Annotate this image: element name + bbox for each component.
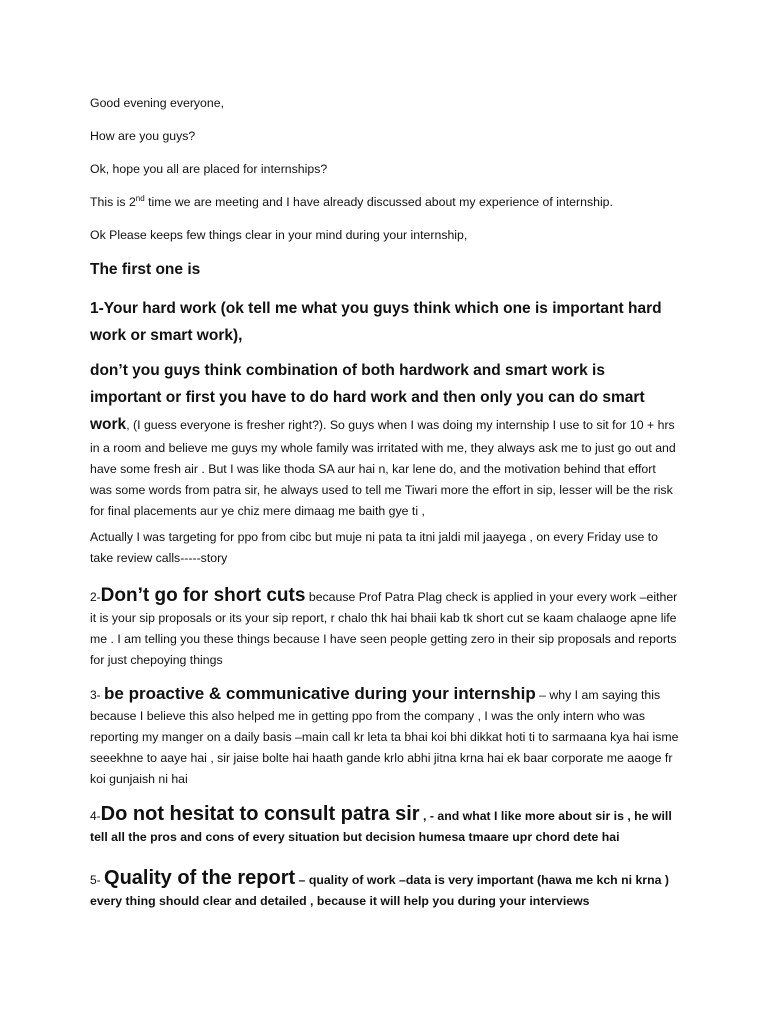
- point5-number: 5-: [90, 873, 105, 887]
- point4-separator: ,: [419, 809, 430, 823]
- meeting-post: time we are meeting and I have already discussed about my experience of internship.: [144, 195, 613, 209]
- meeting-sup: nd: [135, 194, 145, 203]
- point4-paragraph: [90, 804, 680, 848]
- placed-line: Ok, hope you all are placed for internships?: [90, 162, 328, 176]
- point3-title: be proactive & communicative during your internship: [104, 684, 536, 703]
- point3-paragraph: [90, 683, 680, 790]
- point1-paragraph: [90, 357, 680, 522]
- point1-heading: 1-Your hard work (ok tell me what you guys think which one is important hard work or smart work),: [90, 300, 662, 344]
- point1-bold: don’t you guys think combination of both hardwork and smart work is important or first you have to do hard work and then only you can do smart work: [90, 362, 645, 433]
- story-paragraph: Actually I was targeting for ppo from cibc but muje ni pata ta itni jaldi mil jaayega , on every Friday use to take review calls-----story: [90, 530, 658, 565]
- point2-paragraph: [90, 585, 680, 671]
- meeting-line: [90, 192, 680, 213]
- point3-number: 3-: [90, 688, 105, 702]
- point4-title: Do not hesitat to consult patra sir: [100, 803, 420, 825]
- point1-body: , (I guess everyone is fresher right?). So guys when I was doing my internship I use to sit for 10 + hrs in a room and believe me guys my whole family was irritated with me, they always ask me to just go out and have some fresh air . But I was like thoda SA aur hai n, kar lene do, and the motivation behind that effort was some words from patra sir, he always used to tell me Tiwari more the effort in sip, lesser will be the risk for final placements aur ye chiz mere dimaag me baith gye ti ,: [90, 418, 676, 518]
- point5-paragraph: [90, 868, 680, 912]
- intro-line: Ok Please keeps few things clear in your mind during your internship,: [90, 228, 468, 242]
- point2-number: 2-: [90, 590, 101, 604]
- point3-body: – why I am saying this because I believe this also helped me in getting ppo from the company , I was the only intern who was reporting my manger on a daily basis –main call kr leta ta bhai koi bhi dikkat hoti ti to sarmaana kya hai isme seeekhne to aaye hai , sir jaise bolte hai haath gande krlo abhi jitna krna hai ek baar corporate me aaoge fr koi gunjaish ni hai: [90, 688, 679, 786]
- point4-body: - and what I like more about sir is , he will tell all the pros and cons of every situation but decision humesa tmaare upr chord dete hai: [90, 809, 672, 844]
- point5-body: – quality of work –data is very important (hawa me kch ni krna ) every thing should clear and detailed , because it will help you during your interviews: [90, 873, 669, 908]
- first-one-heading: The first one is: [90, 261, 201, 278]
- point5-title: Quality of the report: [104, 867, 296, 889]
- point2-title: Don’t go for short cuts: [100, 585, 306, 606]
- question-line: How are you guys?: [90, 129, 196, 143]
- point4-number: 4-: [90, 809, 101, 823]
- point2-body: because Prof Patra Plag check is applied in your every work –either it is your sip proposals or its your sip report, r chalo thk hai bhaii kab tk short cut se kaam chalaoge apne life me . I am telling you these things because I have seen people getting zero in their sip proposals and reports for just chepoying things: [90, 590, 678, 667]
- meeting-pre: This is 2: [90, 195, 136, 209]
- greeting-line: Good evening everyone,: [90, 96, 224, 110]
